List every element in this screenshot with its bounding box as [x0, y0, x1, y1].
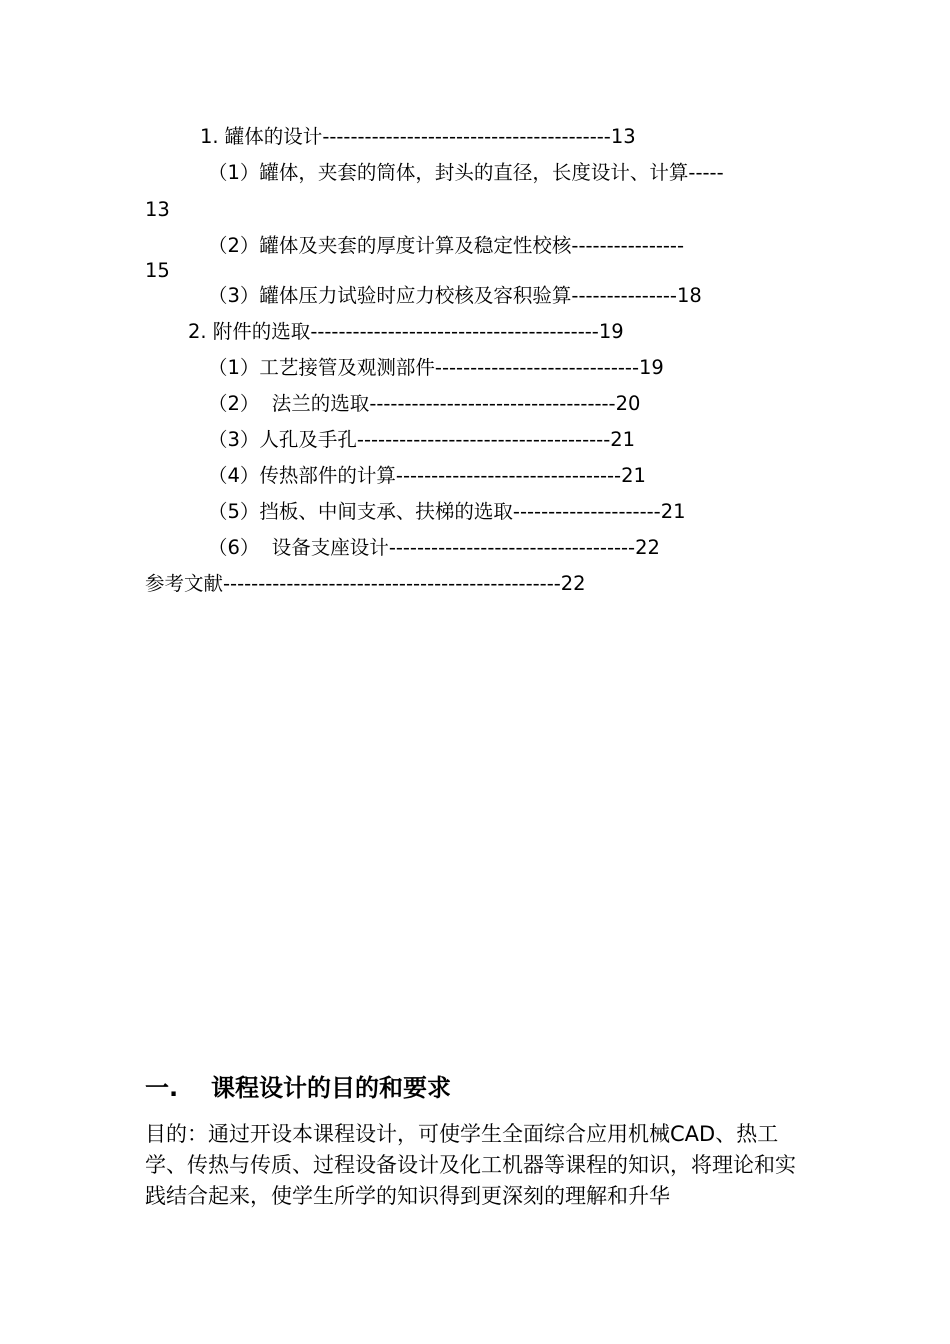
toc-entry-2 [208, 161, 724, 185]
toc-leader: ----------------------------------- [388, 536, 636, 559]
toc-leader: --------------------- [512, 500, 661, 523]
toc-label: （3）人孔及手孔 [208, 428, 357, 451]
toc-entry-12 [145, 572, 586, 596]
toc-page: 15 [145, 259, 170, 282]
toc-leader: ------------------------------------ [356, 428, 611, 451]
toc-label: 2. 附件的选取 [188, 320, 311, 343]
toc-entry-6 [208, 356, 664, 380]
toc-page: 21 [621, 464, 646, 487]
toc-page: 20 [615, 392, 641, 415]
toc-page: 21 [660, 500, 686, 523]
toc-page: 13 [610, 125, 636, 148]
toc-leader: ------------------------------------------------ [223, 572, 561, 595]
toc-page: 19 [638, 356, 664, 379]
toc-entry-3-page [145, 259, 170, 283]
toc-page: 13 [145, 198, 170, 221]
toc-leader: -------------------------------- [395, 464, 622, 487]
toc-page: 22 [635, 536, 660, 559]
toc-leader: ----------------------------------------- [310, 320, 599, 343]
toc-entry-1 [200, 125, 636, 149]
toc-leader: ----------------------------- [434, 356, 639, 379]
section-title: 课程设计的目的和要求 [211, 1074, 451, 1102]
section-heading [145, 1073, 451, 1103]
toc-label: （1）罐体，夹套的筒体，封头的直径，长度设计、计算 [208, 161, 689, 184]
toc-leader: --------------- [571, 284, 677, 307]
toc-label: （6） 设备支座设计 [208, 536, 389, 559]
toc-page: 22 [560, 572, 586, 595]
toc-page: 18 [676, 284, 702, 307]
toc-entry-7 [208, 392, 640, 416]
toc-label: （2） 法兰的选取 [208, 392, 370, 415]
toc-label: 1. 罐体的设计 [200, 125, 323, 148]
section-paragraph: 目的：通过开设本课程设计，可使学生全面综合应用机械CAD、热工学、传热与传质、过程设备设计及化工机器等课程的知识，将理论和实践结合起来，使学生所学的知识得到更深刻的理解和升华 [145, 1122, 796, 1208]
toc-entry-10 [208, 500, 686, 524]
toc-entry-4 [208, 284, 702, 308]
toc-entry-3 [208, 234, 684, 258]
toc-entry-8 [208, 428, 635, 452]
toc-label: 参考文献 [145, 572, 224, 595]
toc-label: （1）工艺接管及观测部件 [208, 356, 435, 379]
toc-label: （3）罐体压力试验时应力校核及容积验算 [208, 284, 572, 307]
toc-leader: ----------------------------------------- [322, 125, 611, 148]
toc-page: 19 [598, 320, 624, 343]
toc-label: （2）罐体及夹套的厚度计算及稳定性校核 [208, 234, 572, 257]
toc-entry-11 [208, 536, 660, 560]
section-number: 一. [145, 1074, 179, 1102]
toc-entry-9 [208, 464, 646, 488]
toc-leader: ----------------------------------- [369, 392, 616, 415]
toc-leader: ---------------- [571, 234, 685, 257]
toc-entry-2-page [145, 198, 170, 222]
toc-page: 21 [610, 428, 636, 451]
toc-label: （4）传热部件的计算 [208, 464, 396, 487]
toc-leader: ----- [688, 161, 724, 184]
toc-entry-5 [188, 320, 624, 344]
toc-label: （5）挡板、中间支承、扶梯的选取 [208, 500, 513, 523]
